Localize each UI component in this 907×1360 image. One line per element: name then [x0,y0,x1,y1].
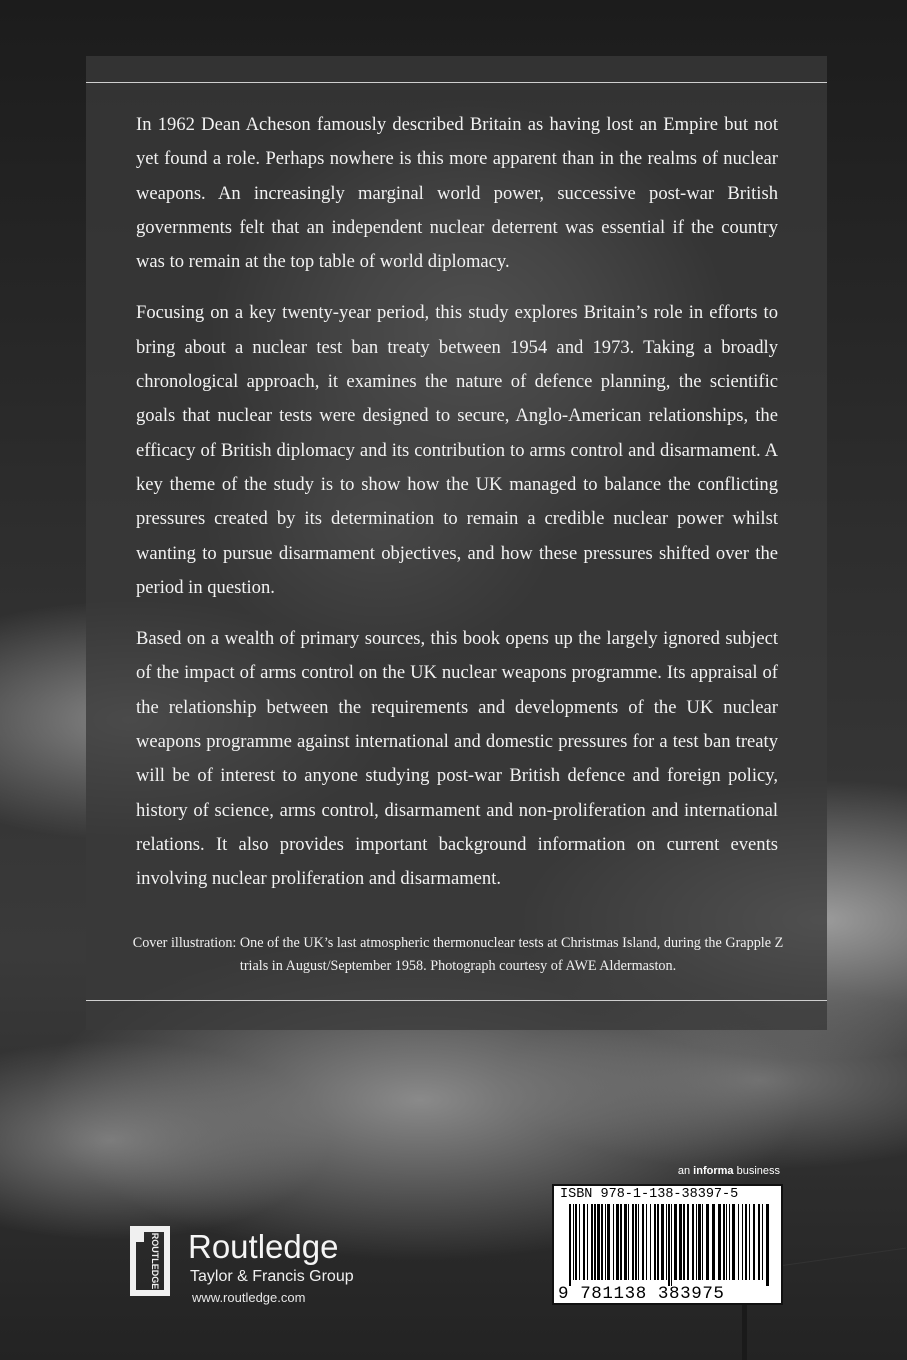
cover-illustration-caption: Cover illustration: One of the UK’s last atmospheric thermonuclear tests at Christmas Island, during the Grapple Z trials in August/September 1958. Photograph courtesy of AWE Aldermaston. [132,935,784,974]
barcode-bar [601,1204,603,1280]
barcode-bar [642,1204,644,1280]
barcode-bar [687,1204,689,1280]
barcode-bar [624,1204,627,1280]
isbn-label: ISBN 978-1-138-38397-5 [560,1187,739,1202]
barcode-bar [635,1204,637,1280]
informa-brand: informa [693,1165,734,1177]
bottom-rule [86,1000,827,1001]
barcode-bar [587,1204,588,1280]
informa-prefix: an [677,1165,691,1177]
barcode-bar [718,1204,721,1280]
blurb-text [136,108,778,914]
barcode-bar [766,1204,769,1286]
barcode-bar [706,1204,709,1280]
publisher-group: Taylor & Francis Group [190,1268,354,1285]
barcode-bar [579,1204,580,1280]
barcode-bar [749,1204,750,1280]
barcode-bar [666,1204,667,1280]
barcode-bar [620,1204,622,1280]
barcode-bar [745,1204,747,1280]
barcode-bars [557,1204,780,1286]
barcode-bar [696,1204,697,1280]
barcode-bar [613,1204,614,1280]
barcode-bar [616,1204,619,1280]
barcode-bar [692,1204,694,1280]
barcode-bar [594,1204,596,1280]
barcode-bar [638,1204,639,1280]
isbn-barcode [552,1184,783,1305]
barcode-bar [573,1204,574,1280]
barcode-bar [671,1204,672,1286]
routledge-logo-icon [126,1222,174,1300]
top-rule [86,82,827,83]
barcode-bar [712,1204,715,1280]
blurb-paragraph-3: Based on a wealth of primary sources, this book opens up the largely ignored subject of the impact of arms control on the UK nuclear weapons programme. Its appraisal of the relationship between the requirements and developments of the UK nuclear weapons programme against international and domestic pressures for a test ban treaty will be of interest to anyone studying post-war British defence and foreign policy, history of science, arms control, disarmament and non-proliferation and international relations. It also provides important background information on current events involving nuclear proliferation and disarmament. [136,628,778,890]
barcode-bar [569,1204,571,1286]
barcode-bar [698,1204,701,1280]
barcode-bar [729,1204,730,1280]
logo-mark-text: ROUTLEDGE [150,1232,160,1290]
barcode-bar [723,1204,725,1280]
barcode-bar [668,1204,670,1286]
barcode-bar [679,1204,682,1280]
barcode-bar [762,1204,763,1280]
barcode-bar [591,1204,593,1280]
barcode-bar [758,1204,760,1280]
barcode-bar [702,1204,703,1280]
barcode-bar [597,1204,600,1280]
informa-suffix: business [736,1165,780,1177]
barcode-bar [605,1204,606,1280]
publisher-name: Routledge [188,1228,339,1265]
barcode-bar [646,1204,647,1280]
barcode-bar [632,1204,634,1280]
barcode-bar [661,1204,664,1280]
barcode-bar [657,1204,659,1280]
barcode-bar [732,1204,735,1280]
informa-business-tag [650,1165,780,1177]
barcode-bar [650,1204,651,1280]
blurb-paragraph-1: In 1962 Dean Acheson famously described Britain as having lost an Empire but not yet found a role. Perhaps nowhere is this more apparent than in the realms of nuclear weapons. An increasingly marginal world power, successive post-war British governments felt that an independent nuclear deterrent was essential if the country was to remain at the top table of world diplomacy. [136,114,778,273]
ean-digits: 9 781138 383975 [558,1284,725,1304]
barcode-bar [674,1204,677,1280]
barcode-bar [753,1204,755,1280]
barcode-bar [575,1204,577,1280]
barcode-bar [742,1204,743,1280]
barcode-bar [738,1204,739,1280]
blurb-paragraph-2: Focusing on a key twenty-year period, this study explores Britain’s role in efforts to bring about a nuclear test ban treaty between 1954 and 1973. Taking a broadly chronological approach, it examines the nature of defence planning, the scientific goals that nuclear tests were designed to secure, Anglo-American relationships, the efficacy of British diplomacy and its contribution to arms control and disarmament. A key theme of the study is to show how the UK managed to balance the conflicting pressures created by its determination to remain a credible nuclear power whilst wanting to pursue disarmament objectives, and how these pressures shifted over the period in question. [136,302,778,598]
barcode-bar [726,1204,727,1280]
routledge-logo[interactable] [126,1222,386,1322]
barcode-bar [628,1204,629,1280]
barcode-bar [683,1204,685,1280]
barcode-bar [583,1204,585,1280]
publisher-url[interactable]: www.routledge.com [192,1290,306,1305]
barcode-bar [607,1204,610,1280]
barcode-bar [654,1204,656,1280]
